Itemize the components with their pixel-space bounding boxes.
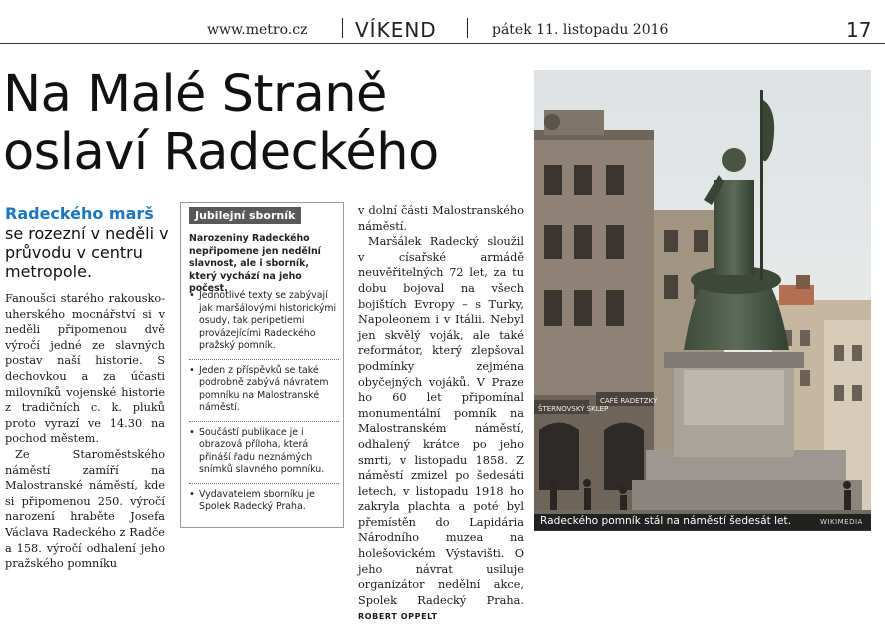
shop-sign: ŠTERNOVSKÝ SKLEP xyxy=(538,405,609,413)
article-column-3 xyxy=(358,203,524,625)
shop-sign: CAFÉ RADETZKY xyxy=(600,397,658,405)
sidebar-item: • Jeden z příspěvků se také podrobně zabývá návratem pomníku na Malostranské náměstí. xyxy=(189,359,339,421)
article-headline xyxy=(3,66,528,182)
paragraph: Ze Staroměstského náměstí zamíří na Malostranské náměstí, kde si připomenou 250. výročí narození hraběte Josefa Václava Radeckého z Radče a 158. výročí odhalení jeho pražského pomníku xyxy=(5,447,165,571)
sidebar-box xyxy=(180,202,344,528)
page-header xyxy=(0,0,885,44)
sidebar-item: • Součástí publikace je i obrazová příloha, která přináší řadu neznámých snímků slavného pomníku. xyxy=(189,421,339,483)
lead-text: se rozezní v neděli v průvodu v centru metropole. xyxy=(5,224,169,281)
sidebar-intro: Narozeniny Radeckého nepřipomene jen nedělní slavnost, ale i sborník, který vychází na jeho počest. xyxy=(189,233,321,294)
sidebar-list xyxy=(189,290,339,520)
header-divider xyxy=(342,18,343,38)
header-divider xyxy=(467,18,468,38)
byline: ROBERT OPPELT xyxy=(358,612,438,622)
photo-caption: Radeckého pomník stál na náměstí šedesát let. xyxy=(540,515,792,527)
monument-photo xyxy=(534,70,871,530)
sidebar-item: • Vydavatelem sborníku je Spolek Radecký Praha. xyxy=(189,483,339,520)
headline-line: oslaví Radeckého xyxy=(3,123,439,182)
headline-line: Na Malé Straně xyxy=(3,65,387,124)
paragraph: v dolní části Malostranského náměstí. xyxy=(358,204,524,233)
lead-kicker: Radeckého marš xyxy=(5,204,154,223)
section-name: VÍKEND xyxy=(355,18,437,42)
issue-date: pátek 11. listopadu 2016 xyxy=(492,22,669,38)
paragraph: Fanoušci starého rakousko-uherského mocnářství si v neděli připomenou dvě výročí jedné ze slavných postav naší historie. S dechovkou a za účasti milovníků vojenské historie z tradičních c. k. pluků proto vyrazí ve 14.30 na pochod městem. xyxy=(5,292,165,446)
site-url[interactable]: www.metro.cz xyxy=(207,22,308,38)
paragraph-text: Maršálek Radecký sloužil v císařské armádě neuvěřitelných 72 let, za tu dobu bojoval na všech bojištích Evropy – s Turky, Napoleonem i v Itálii. Nebyl jen skvělý voják, ale také reformátor, který zlepšoval podmínky zejména obyčejných vojáků. V Praze ho 60 let připomínal monumentální pomník na Malostranském náměstí, odhalený krátce po jeho smrti, v listopadu 1858. Z náměstí zmizel po šedesáti letech, v listopadu 1918 ho zakryla plachta a poté byl přemístěn do Lapidária Národního muzea na holešovickém Výstavišti. O jeho návrat usiluje organizátor nedělní akce, Spolek Radecký Praha. xyxy=(358,235,524,607)
header-rule xyxy=(0,43,885,44)
photo-credit: WIKIMEDIA xyxy=(820,518,863,526)
article-column-1 xyxy=(5,291,165,572)
page-number: 17 xyxy=(846,18,872,42)
paragraph xyxy=(358,234,524,625)
sidebar-item: • Jednotlivé texty se zabývají jak maršálovými historickými osudy, tak peripetiemi provázejícími Radeckého pražský pomník. xyxy=(189,290,339,359)
sidebar-title: Jubilejní sborník xyxy=(189,207,301,224)
